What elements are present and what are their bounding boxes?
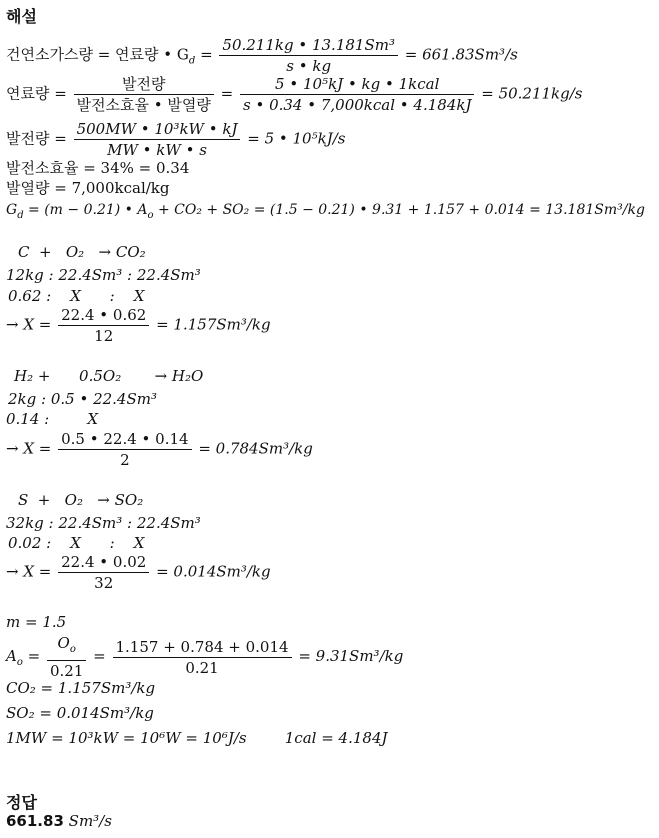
carbon-reaction: C + O₂ → CO₂ (18, 243, 146, 261)
answer-value: 661.83 Sm³/s (6, 812, 112, 830)
fraction: $\frac{22.4 • 0.02}{32}$ (58, 553, 149, 592)
unit-conversions: 1MW = 10³kW = 10⁶W = 10⁶J/s 1cal = 4.184J (6, 729, 388, 747)
heating-value-line: 발열량 = 7,000kcal/kg (6, 179, 170, 197)
sulfur-reaction: S + O₂ → SO₂ (18, 491, 144, 509)
fraction: $\frac{\text{5 • 10⁵kJ • kg • 1kcal}}{\text{s • 0.34 • 7,000kcal • 4.184kJ}}$ (240, 75, 474, 114)
fuel-amount-equation: 연료량 = $\frac{\text{발전량}}{\text{발전소효율 • 발열량}}$ = $\frac{\text{5 • 10⁵kJ • kg • 1kcal}}{\text{s • 0.34 • 7,000kcal • 4.184kJ}}$ = 50.211kg/s (6, 75, 583, 114)
power-output-equation: 발전량 = $\frac{\text{500MW • 10³kW • kJ}}{MW • kW • s}$ = 5 • 10⁵kJ/s (6, 120, 346, 159)
sulfur-ratio: 32kg : 22.4Sm³ : 22.4Sm³ (6, 514, 201, 532)
carbon-given: 0.62 : X : X (8, 287, 145, 305)
hydrogen-given: 0.14 : X (6, 410, 99, 428)
ao-equation: $A_o$ = $\frac{O_o}{0.21}$ = $\frac{1.157 + 0.784 + 0.014}{0.21}$ = 9.31Sm³/kg (6, 634, 404, 680)
gd-equation: $G_d = (m - 0.21)$ • $A_o + CO_2 + SO_2 = (1.5 - 0.21)$ • 9.31 + 1.157 + 0.014 = 13.181Sm³/kg (6, 202, 645, 221)
hydrogen-ratio: 2kg : 0.5 • 22.4Sm³ (8, 390, 157, 408)
m-value: m = 1.5 (6, 613, 67, 631)
hydrogen-reaction: H₂ + 0.5O₂ → H₂O (14, 367, 204, 385)
fraction: $\frac{\text{500MW • 10³kW • kJ}}{MW • kW • s}$ (74, 120, 241, 159)
fraction: $\frac{1.157 + 0.784 + 0.014}{0.21}$ (113, 638, 292, 677)
fraction: $\frac{\text{발전량}}{\text{발전소효율 • 발열량}}$ (74, 75, 214, 114)
flue-gas-equation: 건연소가스량 = 연료량 • $G_d$ = $\frac{\text{50.211kg • 13.181Sm³}}{s • kg}$ = 661.83Sm³/s (6, 36, 518, 75)
fraction: $\frac{\text{50.211kg • 13.181Sm³}}{s • kg}$ (219, 36, 398, 75)
co2-line: CO₂ = 1.157Sm³/kg (6, 679, 156, 697)
fraction: $\frac{0.5 • 22.4 • 0.14}{2}$ (58, 430, 191, 469)
explanation-heading: 해설 (6, 7, 37, 26)
hydrogen-result: → X = $\frac{0.5 • 22.4 • 0.14}{2}$ = 0.784Sm³/kg (6, 430, 313, 469)
so2-line: SO₂ = 0.014Sm³/kg (6, 704, 154, 722)
efficiency-line: 발전소효율 = 34% = 0.34 (6, 159, 190, 177)
carbon-result: → X = $\frac{22.4 • 0.62}{12}$ = 1.157Sm³/kg (6, 306, 271, 345)
sulfur-given: 0.02 : X : X (8, 534, 145, 552)
answer-heading: 정답 (6, 793, 37, 812)
fraction: $\frac{22.4 • 0.62}{12}$ (58, 306, 149, 345)
fraction: $\frac{O_o}{0.21}$ (47, 634, 86, 680)
sulfur-result: → X = $\frac{22.4 • 0.02}{32}$ = 0.014Sm³/kg (6, 553, 271, 592)
carbon-ratio: 12kg : 22.4Sm³ : 22.4Sm³ (6, 266, 201, 284)
